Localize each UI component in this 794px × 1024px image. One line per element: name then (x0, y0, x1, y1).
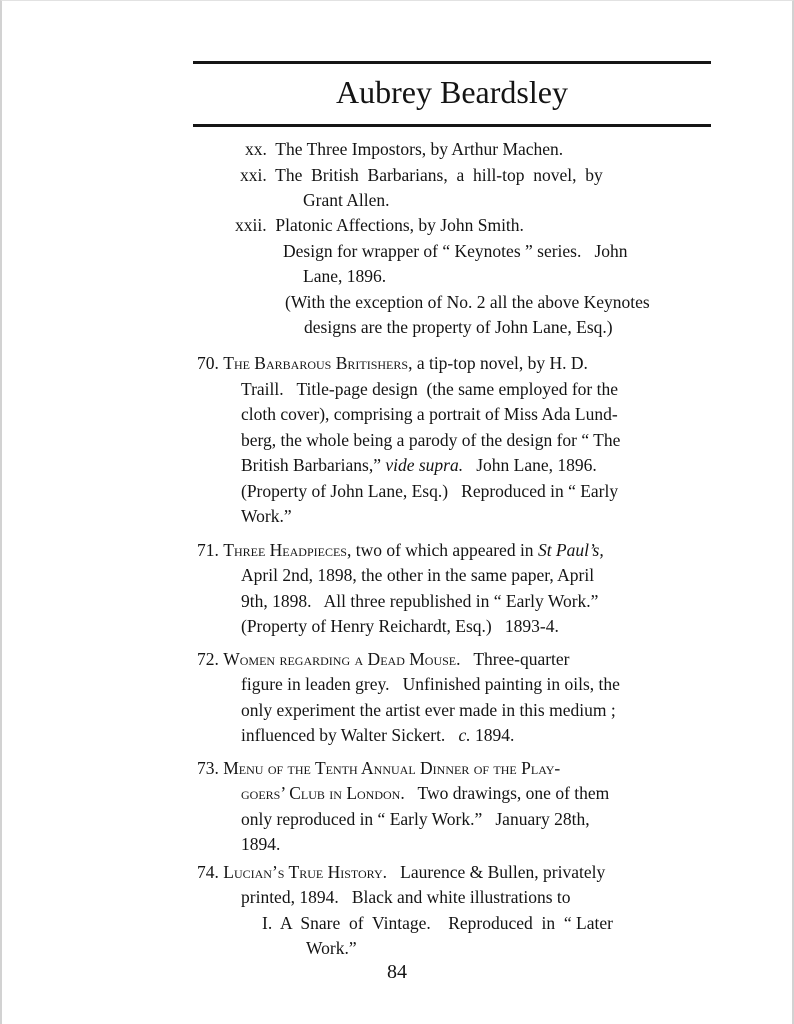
entry-line: printed, 1894. Black and white illustrations to (241, 887, 571, 907)
entry-line: I. A Snare of Vintage. Reproduced in “ Later (262, 913, 613, 933)
entry-line: Grant Allen. (303, 190, 390, 210)
entry-line: April 2nd, 1898, the other in the same paper, April (241, 565, 595, 585)
head-rule-top (193, 61, 711, 64)
entry-line: (Property of John Lane, Esq.) Reproduced in “ Early (241, 481, 619, 501)
page-number: 84 (387, 961, 407, 983)
entry-text: Three-quarter (460, 649, 570, 669)
entry-number: 73. (197, 758, 219, 778)
entry-line: xx. The Three Impostors, by Arthur Machen. (245, 139, 564, 159)
entry-italic: St Paul’s, (537, 540, 604, 560)
entry-line: designs are the property of John Lane, Esq.) (304, 317, 613, 337)
entry-number: 71. (197, 540, 219, 560)
entry-line: xxi. The British Barbarians, a hill-top novel, by (240, 165, 603, 185)
entry-line (241, 453, 597, 478)
entry-title: The Barbarous Britishers (223, 353, 409, 373)
entry-line: figure in leaden grey. Unfinished painting in oils, the (241, 674, 620, 694)
entry-line (241, 723, 514, 748)
entry-line (197, 538, 604, 563)
entry-text: , two of which appeared in (346, 540, 538, 560)
entry-line: only experiment the artist ever made in this medium ; (241, 700, 616, 720)
running-head: Aubrey Beardsley (336, 74, 568, 110)
entry-number: 70. (197, 353, 219, 373)
entry-line: Lane, 1896. (303, 266, 387, 286)
entry-italic: c. (458, 725, 471, 745)
entry-line: berg, the whole being a parody of the design for “ The (241, 430, 621, 450)
entry-line: Work.” (306, 938, 357, 958)
entry-text: influenced by Walter Sickert. (241, 725, 459, 745)
entry-line (197, 351, 588, 376)
entry-text: John Lane, 1896. (463, 455, 597, 475)
entry-title: Menu of the Tenth Annual Dinner of the Play- (223, 758, 561, 778)
entry-line: (With the exception of No. 2 all the above Keynotes (285, 292, 650, 312)
entry-number: 72. (197, 649, 219, 669)
entry-line (197, 860, 605, 885)
entry-line (241, 781, 609, 806)
entry-title: Lucian’s True History. (223, 862, 388, 882)
entry-title: goers’ Club in London. (241, 783, 405, 803)
entry-text: , a tip-top novel, by H. D. (408, 353, 588, 373)
entry-line (197, 756, 560, 781)
entry-line: cloth cover), comprising a portrait of Miss Ada Lund- (241, 404, 618, 424)
entry-text: 1894. (470, 725, 515, 745)
entry-line: only reproduced in “ Early Work.” January 28th, (241, 809, 590, 829)
head-rule-bottom (193, 124, 711, 127)
entry-number: 74. (197, 862, 219, 882)
entry-title: Women regarding a Dead Mouse. (223, 649, 461, 669)
entry-text: Two drawings, one of them (404, 783, 610, 803)
entry-line: 9th, 1898. All three republished in “ Early Work.” (241, 591, 599, 611)
entry-line: Traill. Title-page design (the same employed for the (241, 379, 619, 399)
entry-italic: vide supra. (385, 455, 464, 475)
entry-line: (Property of Henry Reichardt, Esq.) 1893-4. (241, 616, 559, 636)
entry-line (197, 647, 570, 672)
entry-text: British Barbarians,” (241, 455, 386, 475)
entry-line: Work.” (241, 506, 292, 526)
entry-title: Three Headpieces (223, 540, 347, 560)
entry-line: xxii. Platonic Affections, by John Smith. (235, 215, 524, 235)
entry-text: Laurence & Bullen, privately (387, 862, 606, 882)
entry-line: 1894. (241, 834, 281, 854)
entry-line: Design for wrapper of “ Keynotes ” series. John (283, 241, 628, 261)
